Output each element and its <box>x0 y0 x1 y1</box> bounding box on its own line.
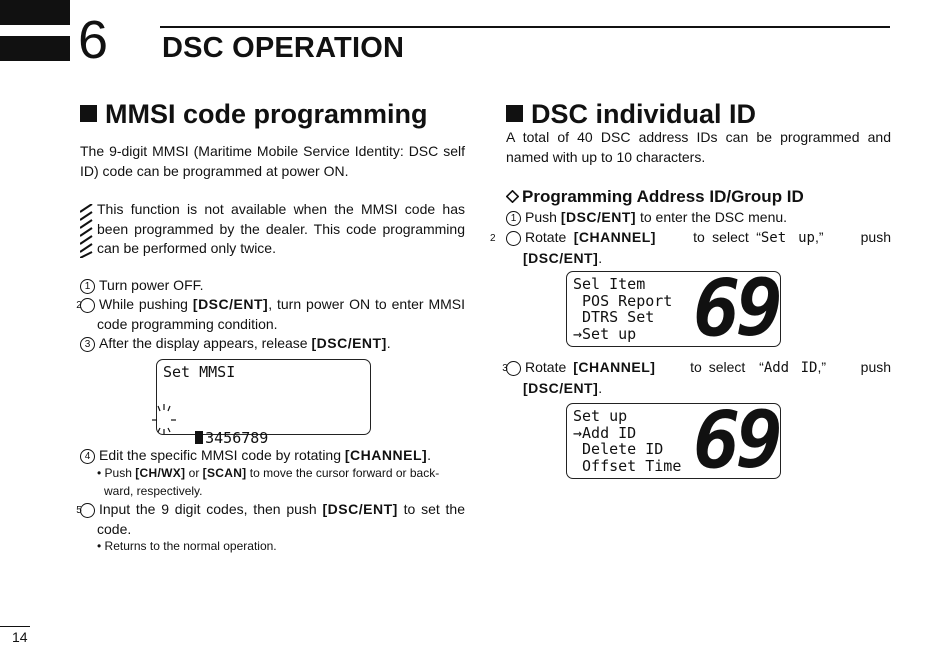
key-dsc-ent: [DSC/ENT] <box>560 209 637 225</box>
dsc-step-1: 1 Push [DSC/ENT] to enter the DSC menu. <box>506 208 891 228</box>
lcd-text-add-id: Add ID <box>763 360 818 376</box>
mmsi-step-4-detail: • Push [CH/WX] or [SCAN] to move the cursor forward or back-ward, respectively. <box>97 466 440 498</box>
key-dsc-ent: [DSC/ENT] <box>311 335 387 351</box>
section-title-dsc-id: DSC individual ID <box>506 98 756 130</box>
lcd-line-selected: →Add ID <box>573 423 637 442</box>
lcd-set-up <box>566 396 781 486</box>
key-dsc-ent: [DSC/ENT] <box>322 501 398 517</box>
lcd-mmsi-digits: 3456789 <box>159 413 268 463</box>
lcd-line: Delete ID <box>573 440 664 458</box>
key-channel: [CHANNEL] <box>344 447 428 463</box>
key-channel: [CHANNEL] <box>573 229 656 245</box>
dsc-step-2: 2 Rotate [CHANNEL] to select “Set up,” push [DSC/ENT]. <box>490 229 892 266</box>
note-hatch-icon <box>80 204 94 258</box>
lcd-channel-number: 69 <box>693 396 779 486</box>
lcd-text-set-up: Set up <box>760 230 815 246</box>
lcd-line: Sel Item <box>573 275 646 293</box>
lcd-line: POS Report <box>573 291 673 310</box>
dsc-step-3: 3 Rotate [CHANNEL] to select “Add ID,” push [DSC/ENT]. <box>502 359 892 396</box>
lcd-line-selected: →Set up <box>573 324 637 343</box>
mmsi-step-2: 2 While pushing [DSC/ENT], turn power ON to enter MMSI code programming condition. <box>76 296 466 332</box>
lcd-line: DTRS Set <box>573 308 655 326</box>
mmsi-intro: The 9-digit MMSI (Maritime Mobile Service Identity: DSC self ID) code can be programmed at power ON. <box>80 143 465 179</box>
blink-rays-icon <box>151 403 177 435</box>
lcd-line: Set up <box>573 407 628 425</box>
key-channel: [CHANNEL] <box>573 359 656 375</box>
lcd-sel-item <box>566 264 781 354</box>
diamond-outline-icon <box>506 190 519 203</box>
key-ch-wx: [CH/WX] <box>135 466 186 480</box>
section-title-mmsi: MMSI code programming <box>80 98 428 130</box>
square-bullet-icon <box>506 105 523 122</box>
page-number: 14 <box>12 629 28 645</box>
chapter-title: DSC OPERATION <box>162 32 405 64</box>
dsc-intro: A total of 40 DSC address IDs can be programmed and named with up to 10 characters. <box>506 129 891 165</box>
mmsi-note: This function is not available when the MMSI code has been programmed by the dealer. This code programming can be performed only twice. <box>97 201 465 256</box>
lcd-line: Set MMSI <box>163 363 236 381</box>
key-dsc-ent: [DSC/ENT] <box>523 379 599 396</box>
cursor-block-icon <box>195 431 203 444</box>
mmsi-step-5: 5 Input the 9 digit codes, then push [DSC/ENT] to set the code. <box>76 501 466 537</box>
header-rule <box>160 26 890 28</box>
mmsi-step-3: 3 After the display appears, release [DSC/ENT]. <box>80 334 465 354</box>
page-number-rule <box>0 626 30 627</box>
header-bar-top <box>0 0 70 25</box>
key-dsc-ent: [DSC/ENT] <box>523 249 599 266</box>
key-dsc-ent: [DSC/ENT] <box>192 296 269 312</box>
mmsi-step-1: 1 Turn power OFF. <box>80 276 465 296</box>
chapter-number: 6 <box>78 10 109 70</box>
header-bar-bottom <box>0 36 70 61</box>
mmsi-step-5-detail: • Returns to the normal operation. <box>97 539 277 553</box>
key-scan: [SCAN] <box>202 466 247 480</box>
subheading-programming: Programming Address ID/Group ID <box>506 187 804 207</box>
lcd-set-mmsi <box>156 359 371 447</box>
lcd-channel-number: 69 <box>693 264 779 354</box>
square-bullet-icon <box>80 105 97 122</box>
lcd-line: Offset Time <box>573 456 682 475</box>
mmsi-step-4: 4 Edit the specific MMSI code by rotating [CHANNEL]. <box>80 446 465 466</box>
